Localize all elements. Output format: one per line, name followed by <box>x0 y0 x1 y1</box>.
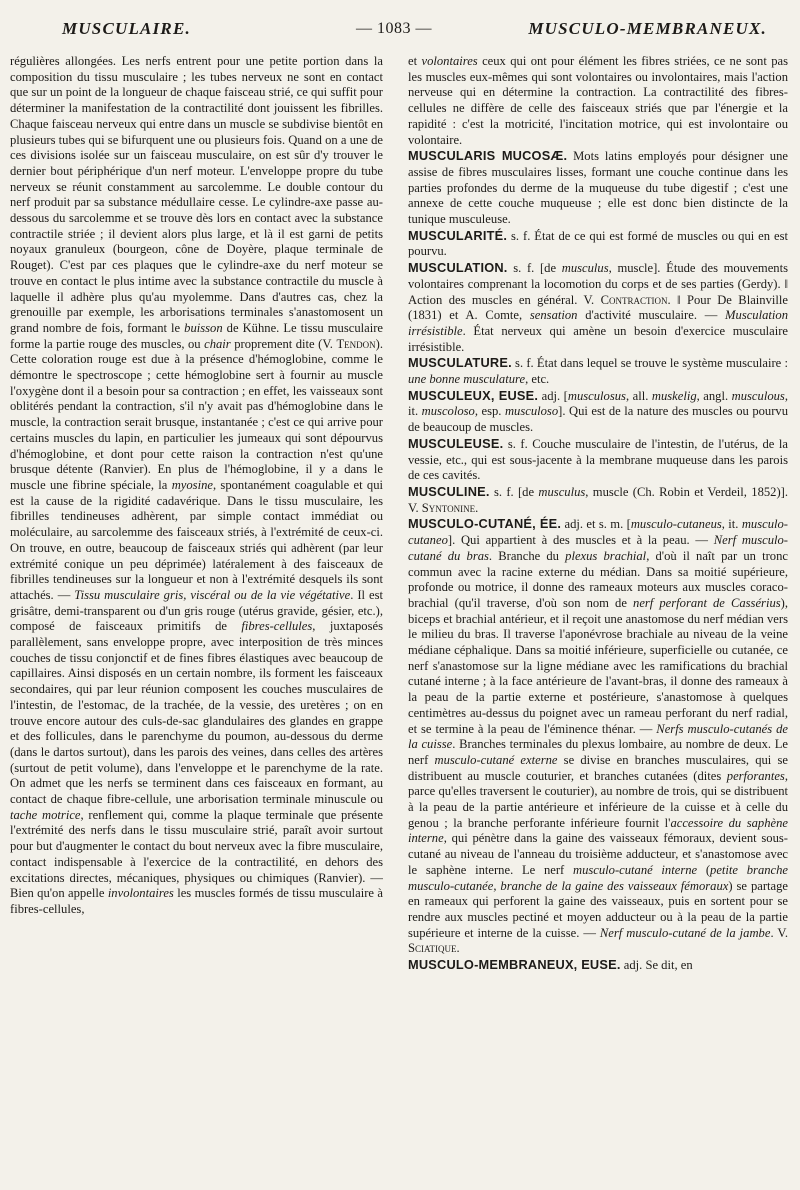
running-header <box>0 18 800 44</box>
dictionary-entry <box>408 484 788 516</box>
dictionary-entry <box>408 436 788 484</box>
header-left-word: MUSCULAIRE. <box>62 19 191 38</box>
entry-headword: MUSCULARIS MUCOSÆ. <box>408 148 568 164</box>
text-run: ]. Qui appartient à des muscles et à la peau. — <box>447 533 714 548</box>
entry-headword: MUSCULEUX, EUSE. <box>408 387 539 403</box>
continued-paragraph <box>408 54 788 148</box>
entry-headword: MUSCULO-MEMBRANEUX, EUSE. <box>408 957 621 973</box>
text-run: adj. et s. m. [ <box>561 517 631 532</box>
text-run: , qui pénètre dans la gaine des vaisseaux fémoraux, devient sous-cutané au niveau de l'anneau du troisième adducteur, et s'anastomose avec le saphène interne. Le nerf <box>408 831 788 877</box>
text-run: . V. <box>770 925 788 940</box>
text-run: d'activité musculaire. — <box>577 308 726 323</box>
entry-headword: MUSCULEUSE. <box>408 435 504 451</box>
dictionary-entry <box>408 388 788 436</box>
text-run: . <box>475 500 479 515</box>
italic-term: involontaires <box>107 886 174 901</box>
italic-term: musculus <box>561 261 609 276</box>
italic-term: muscoloso <box>421 404 475 419</box>
text-run: ]. Qui est de la nature des muscles ou pourvu de beaucoup de muscles. <box>408 404 788 435</box>
text-run: régulières allongées. Les nerfs entrent pour une petite portion dans la composition du tissu musculaire ; les tubes nerveux ne sont en contact que sur un point de la longueur de chaque faisceau strié, ce qui suffit pour déterminer la manifestation de la contractilité dont jouissent les fibrilles. Chaque faisceau nerveux qui entre dans un muscle se subdivise bientôt en plusieurs tubes qui se bifurquent une ou plusieurs fois. Quand on a une de ces divisions isolée sur un faisceau musculaire, on est sûr d'y trouver le dernier bout périphérique d'un nerf moteur. L'enveloppe propre du tube nerveux se réunit constamment au sarcolemme. Le double contour du nerf produit par sa substance médullaire cesse. Le cylindre-axe passe au-dessous du sarcolemme et se trouve dès lors en contact avec la substance contractile striée ; il devient alors plus large, et là il est garni de petits noyaux granuleux (bourgeon, cône de Doyère, plaque terminale de Rouget). C'est par ces plaques que le cylindre-axe du nerf moteur se trouve en contact le plus intime avec la substance contractile du muscle à laquelle il adhère plus qu'au myolemme. Dans d'autres cas, chez la grenouille par exemple, les arborisations terminales s'anastomosent un grand nombre de fois, formant le <box>10 54 383 335</box>
italic-term: buisson <box>184 320 223 335</box>
dictionary-entry <box>408 148 788 228</box>
italic-term: Nerf musculo-cutané du bras <box>408 533 788 563</box>
italic-term: sensation <box>529 308 578 323</box>
cross-reference: Sciatique <box>408 941 457 956</box>
italic-term: myosine <box>171 477 213 492</box>
entry-headword: MUSCULATION. <box>408 260 508 276</box>
italic-term: musculo-cutané externe <box>434 752 558 767</box>
italic-term: tache motrice <box>10 807 81 822</box>
text-run: , spontanément coagulable et qui est la cause de la rigidité cadavérique. Dans le tissu musculaire, les fibrilles tendineuses adhèrent, par simple contact immédiat ou moléculaire, au sarcolemme des faisceaux striés, à l'extrémité de ceux-ci. On trouve, en outre, beaucoup de faisceaux striés qui adhèrent (par leur extrémité conique un peu déprimée) latéralement à des faisceaux de fibrilles tendineuses sur la longueur et non à l'extrémité desquels ils sont attachés. — <box>10 477 383 602</box>
text-run: , all. <box>625 388 652 403</box>
text-run: adj. [ <box>538 388 568 403</box>
entry-headword: MUSCULINE. <box>408 483 490 499</box>
italic-term: Musculation irrésistible <box>408 308 788 338</box>
text-run: , parce qu'elles traversent le couturier), au nombre de trois, qui se distribuent à la peau de la partie antérieure et inférieure de la cuisse et à celle du genou ; la branche perforante inférieure fournit l' <box>408 768 788 830</box>
text-run: s. f. Couche musculaire de l'intestin, de l'utérus, de la vessie, etc., qui est sous-jacente à la membrane muqueuse dans les parois de ces cavités. <box>408 436 788 483</box>
italic-term: fibres-cellules <box>241 619 313 634</box>
text-run: . Il est grisâtre, demi-transparent ou d'un gris rouge (utérus gravide, gésier, etc.), composé de faisceaux primitifs de <box>10 587 383 634</box>
entry-headword: MUSCULATURE. <box>408 355 512 371</box>
text-run: proprement dite (V. <box>230 336 337 351</box>
dictionary-entry <box>408 260 788 355</box>
text-run: , muscle (Ch. Robin et Verdeil, 1852)]. V. <box>408 484 788 515</box>
entry-headword: MUSCULARITÉ. <box>408 227 508 243</box>
text-run: , etc. <box>525 372 550 387</box>
text-run: , d'où il naît par un tronc commun avec la racine externe du médian. Dans sa moitié supérieure, profonde ou motrice, il donne des rameaux moteurs aux muscles coraco-brachial (qu'il traverse, d'où son nom de <box>408 548 788 610</box>
text-run: . ‖ Pour De Blainville (1831) et A. Comte, <box>408 292 788 323</box>
italic-term: accessoire du saphène interne <box>408 815 788 846</box>
left-column <box>10 54 383 1184</box>
italic-term: musculus <box>538 484 586 499</box>
text-run: . État nerveux qui amène un besoin d'exercice musculaire irrésistible. <box>408 323 788 354</box>
text-run: . <box>456 941 460 956</box>
right-column <box>408 54 788 1184</box>
text-run: . Branche du <box>488 548 566 563</box>
text-run: s. f. État de ce qui est formé de muscles ou qui en est pourvu. <box>408 228 788 259</box>
page-number: — 1083 — <box>356 20 432 37</box>
dictionary-entry <box>408 355 788 387</box>
italic-term: perforantes <box>726 768 785 783</box>
italic-term: chair <box>204 336 231 351</box>
italic-term: plexus brachial <box>565 548 647 563</box>
italic-term: musculosus <box>567 388 626 403</box>
italic-term: musculo-cutané interne <box>572 862 698 877</box>
italic-term: musculoso <box>504 404 559 419</box>
italic-term: volontaires <box>421 54 478 68</box>
text-run: Mots latins employés pour désigner une assise de fibres musculaires lisses, formant une couche continue dans les parties profondes du derme de la muqueuse du tube digestif ; c'est une annexe de cette couche muqueuse ; elle est donc bien distincte de la tunique musculeuse. <box>408 149 788 227</box>
italic-term: Nerfs musculo-cutanés de la cuisse <box>408 721 788 752</box>
cross-reference: Tendon <box>336 336 376 351</box>
text-run: s. f. État dans lequel se trouve le système musculaire : <box>511 356 788 371</box>
text-run: , angl. <box>696 388 732 403</box>
text-run: , esp. <box>474 404 505 419</box>
text-run: ). Cette coloration rouge est due à la présence d'hémoglobine, comme le démontre le spectroscope ; cette hémoglobine sert à fournir au muscle l'oxygène dont il a besoin pour sa contraction ; en effet, les vaisseaux sont oblitérés pendant la contraction, s'il n'y avait pas d'hémoglobine dans le muscle, la contraction serait brusque, instantanée ; c'est ce qui arrive pour certains muscles du lapin, en particulier les jumeaux qui sont dépourvus d'hémoglobine, et dont pour cette raison la contraction n'est qu'une brusque détente (Ranvier). En plus de l'hémoglobine, il y a dans le muscle une fibrine spéciale, la <box>10 336 383 492</box>
italic-term: musculo-cutaneus <box>630 517 722 532</box>
italic-term: musculous <box>731 388 785 403</box>
cross-reference: Contraction <box>600 292 668 307</box>
text-run: . Branches terminales du plexus lombaire, au nombre de deux. Le nerf <box>408 737 788 767</box>
text-run: les muscles formés de tissu musculaire à fibres-cellules, <box>10 886 383 916</box>
header-right-word: MUSCULO-MEMBRANEUX. <box>528 19 767 38</box>
text-run: et <box>408 54 422 68</box>
italic-term: Nerf musculo-cutané de la jambe <box>599 925 771 940</box>
text-run: ( <box>697 862 711 877</box>
text-run: s. f. [de <box>507 261 562 276</box>
cross-reference: Syntonine <box>421 500 476 515</box>
text-run: ), biceps et brachial antérieur, et il reçoit une anastomose du nerf médian vers le milieu du bras. Il traverse l'aponévrose brachiale au niveau de la veine médiane céphalique. Dans sa moitié inférieure, superficielle ou cutanée, ce nerf s'anastomose sur la ligne médiane avec les ramifications du brachial cutané interne ; à la face antérieure de l'avant-bras, il donne des rameaux à la peau de la partie externe et postérieure, s'anastomose à quelques centimètres au-dessus du poignet avec un rameau perforant du nerf radial, et se termine à la peau de l'éminence thénar. — <box>408 595 788 736</box>
text-run: , juxtaposés parallèlement, sans enveloppe propre, avec interposition de très minces couches de tissu conjonctif et de fines fibres élastiques avec beaucoup de capillaires. Ainsi disposés en un certain nombre, ils forment les faisceaux secondaires, qui par leur réunion composent les couches musculaires de l'intestin, de l'estomac, de la trachée, de la vessie, des uretères ; on en trouve encore autour des culs-de-sac glandulaires des glandes en grappe et des follicules, dans le parenchyme du poumon, au-dessous du derme (dans le dartos surtout), dans les parois des veines, dans celles des artères (surtout de petit volume), dans l'enveloppe et le parenchyme de la rate. On admet que les nerfs se terminent dans ces faisceaux en formant, au contact de chaque fibre-cellule, une arborisation terminale minuscule ou <box>10 619 383 807</box>
italic-term: une bonne musculature <box>408 372 526 387</box>
text-run: , it. <box>721 517 742 532</box>
italic-term: Tissu musculaire gris, viscéral ou de la vie végétative <box>74 587 351 602</box>
text-run: , renflement qui, comme la plaque terminale que présente l'extrémité des nerfs dans le tissu musculaire strié, paraît avoir surtout pour but d'augmenter le contact du bout nerveux avec la fibre musculaire, contact indispensable à l'exercice de la contractilité, en dehors des excitations directes, mécaniques, physiques ou chimiques (Ranvier). — Bien qu'on appelle <box>10 807 383 901</box>
body-paragraph <box>10 54 383 918</box>
text-run: se divise en branches musculaires, qui se distribuent au muscle couturier, et branches cutanées (dites <box>408 752 788 783</box>
dictionary-entry <box>408 957 788 974</box>
dictionary-entry <box>408 516 788 957</box>
text-run: , it. <box>408 388 788 419</box>
entry-headword: MUSCULO-CUTANÉ, ÉE. <box>408 516 562 532</box>
text-run: adj. Se dit, en <box>620 958 693 973</box>
text-run: s. f. [de <box>489 484 539 499</box>
italic-term: muskelig <box>651 388 697 403</box>
text-run: , muscle]. Étude des mouvements volontaires comprenant la locomotion du corps et de ses parties (Gerdy). ‖ Action des muscles en général. V. <box>408 261 788 307</box>
italic-term: nerf perforant de Cassérius <box>633 595 781 610</box>
italic-term: petite branche musculo-cutanée, branche de la gaine des vaisseaux fémoraux <box>408 862 788 893</box>
text-run: ) se partage en rameaux qui perforent la gaine des vaisseaux, puis en sortent pour se rendre aux muscles pectiné et moyen adducteur ou à la peau de la partie supérieure et interne de la cuisse. — <box>408 878 788 940</box>
text-run: de Kühne. Le tissu musculaire forme la partie rouge des muscles, ou <box>10 320 383 351</box>
italic-term: musculo-cutaneo <box>408 517 788 548</box>
dictionary-entry <box>408 228 788 260</box>
text-run: ceux qui ont pour élément les fibres striées, ce ne sont pas les muscles eux-mêmes qui sont volontaires ou involontaires, mais l'action nerveuse qui en détermine la contraction. La contractilité des fibres-cellules ne diffère de celle des faisceaux striés que par l'énergie et la rapidité : c'est la motricité, l'incitation motrice, qui est involontaire ou volontaire. <box>408 54 788 147</box>
